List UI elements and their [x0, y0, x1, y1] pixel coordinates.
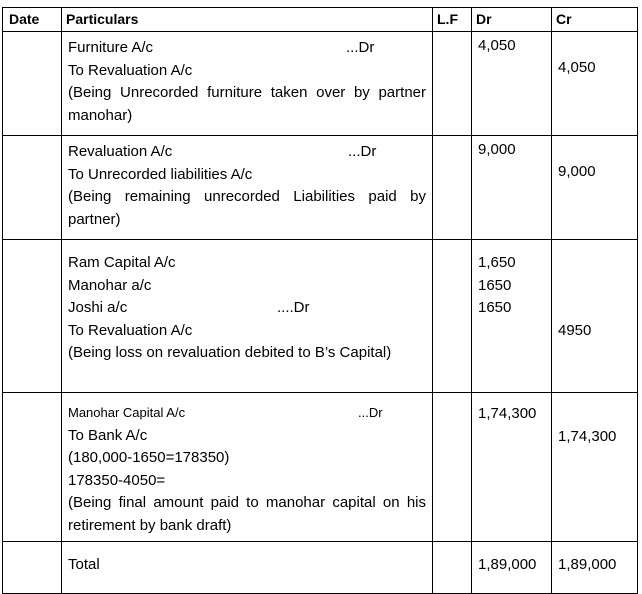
narration: (Being Unrecorded furniture taken over by partner manohar) — [68, 84, 426, 124]
particulars-cell — [62, 136, 433, 240]
cr-amount: 9,000 — [558, 163, 596, 180]
dr-mark: ...Dr — [358, 405, 383, 420]
dr-amount: 9,000 — [478, 141, 516, 158]
total-row — [3, 542, 638, 594]
dr-cell — [472, 32, 552, 136]
header-row — [3, 8, 638, 32]
debit-account: Revaluation A/c — [68, 143, 173, 160]
particulars-cell — [62, 393, 433, 542]
cr-amount: 1,74,300 — [558, 428, 617, 445]
date-cell — [3, 136, 62, 240]
dr-amount: 4,050 — [478, 37, 516, 54]
particulars-cell — [62, 32, 433, 136]
calc-line: (180,000-1650=178350) — [68, 449, 230, 466]
dr-cell — [472, 393, 552, 542]
calc-line: 178350-4050= — [68, 471, 166, 489]
cr-amount: 4950 — [558, 322, 592, 339]
lf-cell — [433, 240, 472, 393]
dr-amount: 1650 — [478, 299, 512, 316]
narration: (Being final amount paid to manohar capital on his retirement by bank draft) — [68, 494, 426, 534]
table-row — [3, 32, 638, 136]
total-label: Total — [62, 542, 433, 594]
journal-table — [2, 7, 638, 594]
cr-amount: 4,050 — [558, 59, 596, 76]
table-row — [3, 393, 638, 542]
total-cr: 1,89,000 — [552, 542, 638, 594]
credit-account: To Unrecorded liabilities A/c — [68, 165, 253, 183]
dr-mark: ....Dr — [277, 299, 310, 316]
header-cr: Cr — [552, 8, 638, 32]
table-row — [3, 136, 638, 240]
dr-amount: 1,74,300 — [478, 405, 537, 422]
date-cell — [3, 542, 62, 594]
debit-account: Ram Capital A/c — [68, 254, 176, 271]
dr-mark: ...Dr — [346, 39, 375, 56]
narration: (Being loss on revaluation debited to B’s Capital) — [68, 344, 392, 361]
cr-cell — [552, 136, 638, 240]
header-dr: Dr — [472, 8, 552, 32]
header-particulars: Particulars — [62, 8, 433, 32]
table-row — [3, 240, 638, 393]
cr-cell — [552, 393, 638, 542]
debit-account: Manohar Capital A/c — [68, 405, 186, 420]
cr-cell — [552, 240, 638, 393]
dr-amount: 1650 — [478, 276, 512, 294]
total-dr: 1,89,000 — [472, 542, 552, 594]
lf-cell — [433, 136, 472, 240]
debit-account: Manohar a/c — [68, 276, 152, 294]
credit-account: To Revaluation A/c — [68, 61, 193, 79]
debit-account: Furniture A/c — [68, 39, 154, 56]
lf-cell — [433, 542, 472, 594]
date-cell — [3, 32, 62, 136]
date-cell — [3, 393, 62, 542]
credit-account: To Revaluation A/c — [68, 321, 193, 339]
dr-amount: 1,650 — [478, 254, 516, 271]
header-lf: L.F — [433, 8, 472, 32]
dr-mark: ...Dr — [348, 143, 377, 160]
dr-cell — [472, 136, 552, 240]
lf-cell — [433, 393, 472, 542]
debit-account: Joshi a/c — [68, 299, 128, 316]
credit-account: To Bank A/c — [68, 426, 148, 444]
narration: (Being remaining unrecorded Liabilities paid by partner) — [68, 188, 426, 228]
dr-cell — [472, 240, 552, 393]
particulars-cell — [62, 240, 433, 393]
cr-cell — [552, 32, 638, 136]
date-cell — [3, 240, 62, 393]
lf-cell — [433, 32, 472, 136]
header-date: Date — [3, 8, 62, 32]
